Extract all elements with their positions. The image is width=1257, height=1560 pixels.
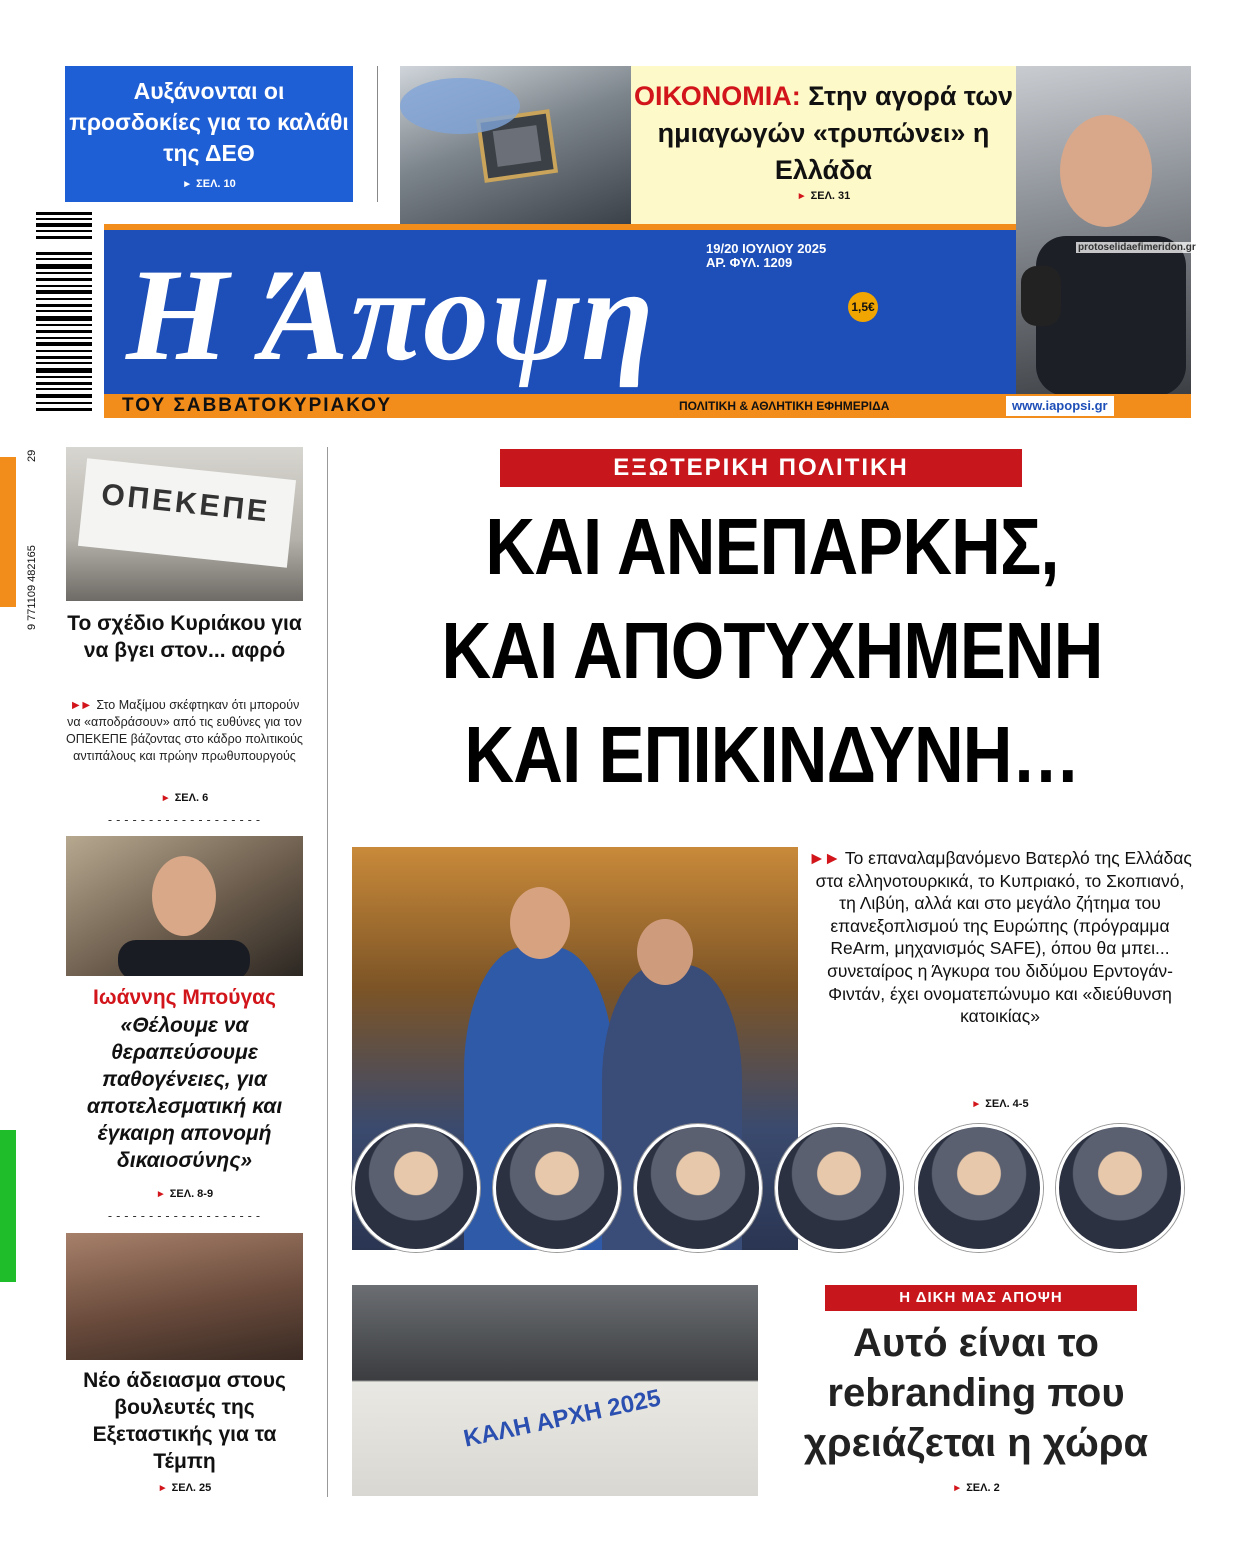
- leader-portrait-1: [352, 1124, 480, 1252]
- story2-page: ► ΣΕΛ. 8-9: [155, 1188, 214, 1200]
- divider: [377, 66, 378, 202]
- triangle-right-icon: ►: [952, 1483, 963, 1494]
- separator: -------------------: [106, 813, 263, 827]
- triangle-right-icon: ►: [155, 1189, 166, 1200]
- story2-name: Ιωάννης Μπούγας: [93, 986, 276, 1009]
- newspaper-logo[interactable]: Η Άποψη: [126, 241, 656, 388]
- issue-info: [706, 242, 826, 270]
- portrait-illustration: [66, 836, 303, 976]
- triangle-right-icon: ►: [971, 1099, 982, 1110]
- main-headline[interactable]: [411, 495, 1133, 807]
- story3-page: ► ΣΕΛ. 25: [157, 1482, 212, 1494]
- opekepe-photo: [66, 447, 303, 601]
- opekepe-sign: ΟΠΕΚΕΠΕ: [78, 458, 296, 567]
- triangle-right-icon: ►: [160, 793, 171, 804]
- mpougas-photo: [66, 836, 303, 976]
- barcode-main-digits: 9 771109 482165: [26, 545, 38, 630]
- cake-inscription: ΚΑΛΗ ΑΡΧΗ 2025: [461, 1384, 664, 1453]
- promo-deth-page: ► ΣΕΛ. 10: [182, 178, 236, 190]
- chip-illustration: [400, 66, 631, 226]
- barcode-addon-digits: 29: [26, 449, 38, 462]
- story3-headline[interactable]: Νέο άδειασμα στους βουλευτές της Εξεταστικής για τα Τέμπη: [83, 1369, 286, 1473]
- separator: -------------------: [106, 1209, 263, 1223]
- main-headline-line: ΚΑΙ ΑΠΟΤΥΧΗΜΕΝΗ: [441, 606, 1103, 695]
- accent-bar-green: [0, 1130, 16, 1282]
- semiconductor-photo: [400, 66, 631, 226]
- opinion-page: ► ΣΕΛ. 2: [952, 1482, 1000, 1494]
- leader-portrait-3: [634, 1124, 762, 1252]
- story1-headline[interactable]: Το σχέδιο Κυριάκου για να βγει στον... αφρό: [67, 612, 302, 662]
- face-right: [637, 919, 693, 985]
- parliament-photo: [66, 1233, 303, 1360]
- promo-deth-title: Αυξάνονται οι προσδοκίες για το καλάθι της ΔΕΘ: [69, 78, 349, 166]
- economy-kicker: ΟΙΚΟΝΟΜΙΑ:: [633, 81, 801, 111]
- masthead-subtitle: ΤΟΥ ΣΑΒΒΑΤΟΚΥΡΙΑΚΟΥ: [122, 395, 393, 416]
- main-headline-line: ΚΑΙ ΕΠΙΚΙΝΔΥΝΗ…: [464, 710, 1080, 799]
- section-label: ΕΞΩΤΕΡΙΚΗ ΠΟΛΙΤΙΚΗ: [500, 449, 1022, 487]
- face-left: [510, 887, 570, 959]
- leader-portrait-2: [493, 1124, 621, 1252]
- issue-date: 19/20 ΙΟΥΛΙΟΥ 2025: [706, 241, 827, 256]
- triangle-right-icon: ►: [182, 179, 193, 190]
- main-story-body: ►► Το επαναλαμβανόμενο Βατερλό της Ελλάδας στα ελληνοτουρκικά, το Κυπριακό, το Σκοπιανό, τη Λιβύη, αλλά και στο μεγάλο ζήτημα του επανεξοπλισμού της Ευρώπης (πρόγραμμα ReArm, μηχανισμός SAFE), όπου θα μπει... συνεταίρος η Άγκυρα του διδύμου Ερντογάν-Φιντάν, έχει ονοματεπώνυμο και «διεύθυνση κατοικίας»: [808, 848, 1192, 1027]
- economy-title: Στην αγορά των ημιαγωγών «τρυπώνει» η Ελλάδα: [657, 81, 1014, 185]
- main-headline-line: ΚΑΙ ΑΝΕΠΑΡΚΗΣ,: [485, 502, 1059, 591]
- double-triangle-right-icon: ►►: [69, 698, 91, 712]
- minister-photo: [1016, 66, 1191, 394]
- leader-portrait-6: [1056, 1124, 1184, 1252]
- masthead-tagline: ΠΟΛΙΤΙΚΗ & ΑΘΛΗΤΙΚΗ ΕΦΗΜΕΡΙΔΑ: [679, 399, 890, 413]
- leader-portrait-4: [775, 1124, 903, 1252]
- opinion-label: Η ΔΙΚΗ ΜΑΣ ΑΠΟΨΗ: [825, 1285, 1137, 1311]
- watermark: protoselidaefimeridon.gr: [1078, 242, 1196, 253]
- masthead-subbar: [104, 394, 1191, 418]
- issue-number: ΑΡ. ΦΥΛ. 1209: [706, 255, 793, 270]
- website-link[interactable]: www.iapopsi.gr: [1006, 396, 1114, 416]
- opinion-headline[interactable]: Αυτό είναι το rebranding που χρειάζεται η χώρα: [803, 1321, 1149, 1465]
- triangle-right-icon: ►: [796, 191, 807, 202]
- triangle-right-icon: ►: [157, 1483, 168, 1494]
- portrait-illustration: [1016, 66, 1191, 394]
- story2-quote[interactable]: «Θέλουμε να θεραπεύσουμε παθογένειες, για αποτελεσματική και έγκαιρη απονομή δικαιοσύνης»: [86, 1014, 283, 1172]
- main-story-page: ► ΣΕΛ. 4-5: [971, 1098, 1029, 1110]
- price-badge: 1,5€: [848, 292, 878, 322]
- story1-body: ►► Στο Μαξίμου σκέφτηκαν ότι μπορούν να «αποδράσουν» από τις ευθύνες για τον ΟΠΕΚΕΠΕ βάζοντας στο κάδρο πολιτικούς αντιπάλους και πρώην πρωθυπουργούς: [66, 698, 303, 763]
- promo-deth[interactable]: [65, 66, 353, 202]
- masthead: [104, 224, 1016, 394]
- barcode: [36, 212, 92, 412]
- column-divider: [327, 447, 328, 1497]
- cake-photo: [352, 1285, 758, 1496]
- promo-economy-page: ► ΣΕΛ. 31: [796, 190, 851, 202]
- barcode-digits: [10, 225, 40, 630]
- accent-bar-orange: [0, 457, 16, 607]
- leader-portrait-5: [915, 1124, 1043, 1252]
- double-triangle-right-icon: ►►: [808, 848, 839, 868]
- story1-page: ► ΣΕΛ. 6: [160, 792, 209, 804]
- promo-economy[interactable]: [631, 66, 1016, 226]
